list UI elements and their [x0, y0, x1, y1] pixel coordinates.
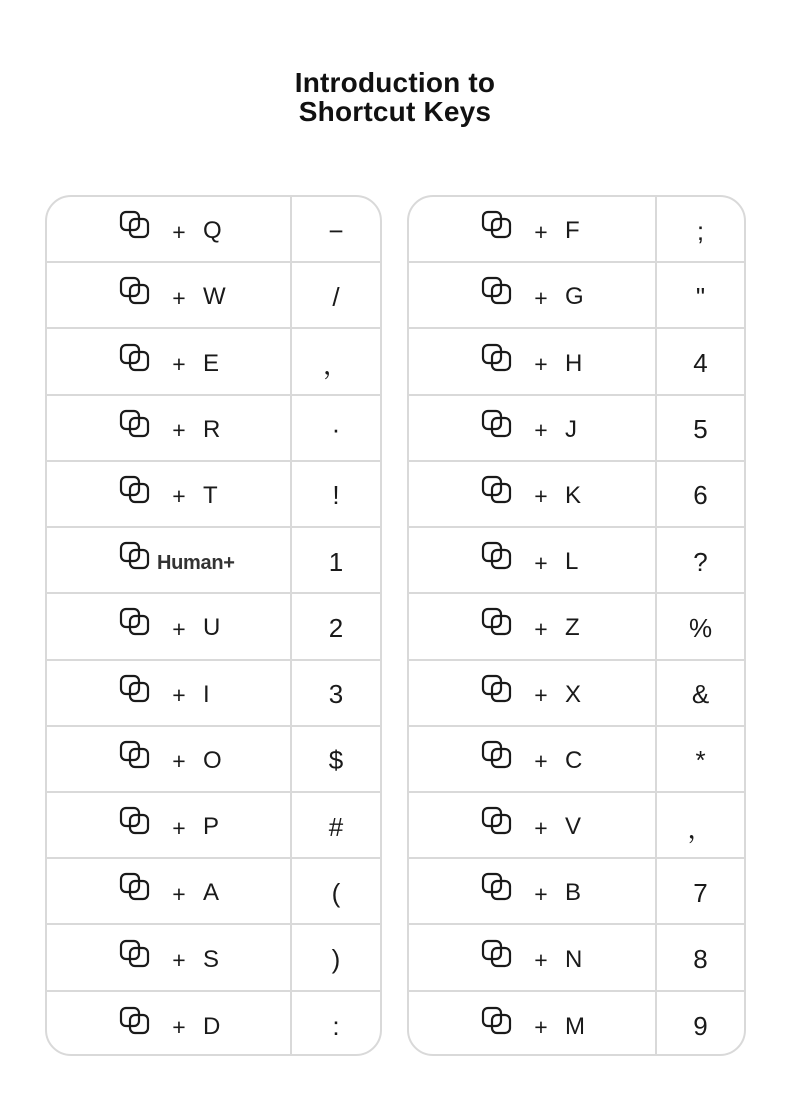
key-combination — [47, 329, 292, 393]
plus-sign: + — [172, 483, 186, 510]
shortcut-table-left — [45, 195, 382, 1056]
shortcut-row — [409, 594, 744, 660]
plus-sign: + — [172, 417, 186, 444]
shortcut-output-symbol: ! — [332, 480, 340, 511]
shortcut-output-symbol: 5 — [693, 414, 708, 445]
shortcut-output-symbol: * — [695, 745, 706, 776]
shortcut-output-symbol: : — [332, 1011, 340, 1042]
plus-sign: + — [172, 682, 186, 709]
key-combination — [47, 727, 292, 791]
key-combination — [47, 859, 292, 923]
key-combination — [409, 859, 657, 923]
key-combination — [47, 528, 292, 592]
shortcut-output-symbol: ; — [696, 215, 705, 246]
key-letter: B — [565, 879, 582, 907]
key-letter: J — [565, 415, 577, 443]
shortcut-output-symbol: 4 — [693, 348, 708, 379]
shortcut-output-symbol: 7 — [693, 877, 708, 908]
key-letter: C — [565, 746, 583, 774]
overlapping-squares-icon — [119, 210, 151, 242]
shortcut-output-symbol: ( — [331, 877, 341, 908]
overlapping-squares-icon — [481, 210, 513, 242]
special-key-label: Human+ — [157, 551, 235, 574]
key-combination — [409, 197, 657, 261]
key-letter: D — [203, 1012, 221, 1040]
overlapping-squares-icon — [119, 939, 151, 971]
key-letter: T — [203, 481, 218, 509]
overlapping-squares-icon — [119, 806, 151, 838]
overlapping-squares-icon — [481, 343, 513, 375]
shortcut-row — [47, 594, 380, 660]
shortcut-row — [47, 925, 380, 991]
plus-sign: + — [534, 218, 548, 245]
overlapping-squares-icon — [119, 541, 151, 573]
shortcut-row — [47, 992, 380, 1056]
shortcut-row — [409, 992, 744, 1056]
overlapping-squares-icon — [119, 1006, 151, 1038]
key-combination — [47, 793, 292, 857]
shortcut-output-symbol: · — [331, 414, 341, 445]
shortcut-row — [47, 197, 380, 263]
shortcut-output-symbol: 6 — [693, 480, 708, 511]
key-combination — [409, 462, 657, 526]
title-line-1: Introduction to — [294, 67, 496, 98]
plus-sign: + — [172, 947, 186, 974]
key-combination — [47, 462, 292, 526]
shortcut-output-symbol: & — [691, 679, 710, 710]
overlapping-squares-icon — [481, 541, 513, 573]
key-combination — [47, 263, 292, 327]
overlapping-squares-icon — [481, 806, 513, 838]
shortcut-output-symbol: ? — [693, 546, 708, 577]
title-line-2: Shortcut Keys — [298, 96, 492, 127]
overlapping-squares-icon — [119, 872, 151, 904]
overlapping-squares-icon — [481, 276, 513, 308]
key-letter: W — [203, 283, 226, 311]
key-letter: H — [565, 349, 583, 377]
shortcut-row — [409, 661, 744, 727]
plus-sign: + — [172, 814, 186, 841]
shortcut-table-right — [407, 195, 746, 1056]
shortcut-output-symbol: " — [695, 281, 706, 312]
shortcut-output-symbol: ， — [322, 350, 349, 381]
shortcut-row — [409, 263, 744, 329]
shortcut-row — [409, 793, 744, 859]
shortcut-row — [409, 329, 744, 395]
overlapping-squares-icon — [119, 409, 151, 441]
shortcut-row — [409, 528, 744, 594]
plus-sign: + — [534, 351, 548, 378]
shortcut-output-symbol: 8 — [693, 944, 708, 975]
key-combination — [409, 925, 657, 989]
plus-sign: + — [534, 682, 548, 709]
shortcut-output-symbol: − — [328, 215, 344, 246]
key-letter: X — [565, 680, 582, 708]
plus-sign: + — [172, 748, 186, 775]
plus-sign: + — [534, 417, 548, 444]
shortcut-row — [409, 727, 744, 793]
key-combination — [409, 528, 657, 592]
plus-sign: + — [534, 549, 548, 576]
key-letter: K — [565, 481, 582, 509]
plus-sign: + — [172, 615, 186, 642]
plus-sign: + — [172, 284, 186, 311]
plus-sign: + — [172, 1014, 186, 1041]
shortcut-row — [47, 528, 380, 594]
overlapping-squares-icon — [481, 674, 513, 706]
shortcut-output-symbol: 9 — [693, 1011, 708, 1042]
overlapping-squares-icon — [481, 1006, 513, 1038]
overlapping-squares-icon — [119, 475, 151, 507]
key-combination — [409, 396, 657, 460]
shortcut-row — [409, 859, 744, 925]
key-combination — [47, 992, 292, 1056]
overlapping-squares-icon — [481, 872, 513, 904]
key-letter: E — [203, 349, 220, 377]
plus-sign: + — [534, 284, 548, 311]
key-combination — [47, 396, 292, 460]
key-letter: P — [203, 813, 220, 841]
shortcut-row — [47, 329, 380, 395]
key-combination — [47, 661, 292, 725]
overlapping-squares-icon — [119, 607, 151, 639]
plus-sign: + — [534, 615, 548, 642]
shortcut-row — [409, 462, 744, 528]
key-letter: R — [203, 415, 221, 443]
key-letter: Z — [565, 614, 580, 642]
shortcut-row — [409, 925, 744, 991]
key-combination — [409, 727, 657, 791]
plus-sign: + — [172, 351, 186, 378]
overlapping-squares-icon — [481, 409, 513, 441]
key-combination — [409, 793, 657, 857]
key-combination — [409, 263, 657, 327]
key-combination — [47, 925, 292, 989]
plus-sign: + — [172, 880, 186, 907]
shortcut-output-symbol: 3 — [328, 679, 344, 710]
key-combination — [409, 992, 657, 1056]
shortcut-row — [47, 793, 380, 859]
shortcut-row — [47, 462, 380, 528]
shortcut-row — [409, 396, 744, 462]
overlapping-squares-icon — [481, 939, 513, 971]
overlapping-squares-icon — [119, 276, 151, 308]
overlapping-squares-icon — [481, 740, 513, 772]
key-combination — [409, 329, 657, 393]
shortcut-output-symbol: ) — [331, 944, 341, 975]
shortcut-output-symbol: % — [688, 612, 713, 643]
key-letter: Q — [203, 217, 222, 245]
overlapping-squares-icon — [119, 674, 151, 706]
plus-sign: + — [534, 814, 548, 841]
plus-sign: + — [534, 880, 548, 907]
key-combination — [409, 661, 657, 725]
key-letter: S — [203, 945, 220, 973]
key-letter: L — [565, 548, 579, 576]
shortcut-row — [47, 727, 380, 793]
key-letter: O — [203, 746, 222, 774]
key-combination — [409, 594, 657, 658]
key-letter: A — [203, 879, 220, 907]
overlapping-squares-icon — [481, 475, 513, 507]
overlapping-squares-icon — [481, 607, 513, 639]
shortcut-output-symbol: # — [328, 811, 344, 842]
key-combination — [47, 197, 292, 261]
plus-sign: + — [534, 947, 548, 974]
key-letter: G — [565, 283, 584, 311]
key-combination — [47, 594, 292, 658]
shortcut-output-symbol: 2 — [328, 612, 344, 643]
shortcut-row — [409, 197, 744, 263]
key-letter: M — [565, 1012, 585, 1040]
shortcut-row — [47, 859, 380, 925]
overlapping-squares-icon — [119, 740, 151, 772]
shortcut-row — [47, 396, 380, 462]
key-letter: V — [565, 813, 582, 841]
key-letter: N — [565, 945, 583, 973]
shortcut-output-symbol: $ — [328, 745, 344, 776]
page-title — [200, 68, 590, 126]
key-letter: F — [565, 217, 580, 245]
plus-sign: + — [534, 1014, 548, 1041]
shortcut-output-symbol: 1 — [328, 546, 344, 577]
plus-sign: + — [534, 748, 548, 775]
shortcut-row — [47, 661, 380, 727]
shortcut-row — [47, 263, 380, 329]
shortcut-output-symbol: / — [332, 281, 340, 312]
overlapping-squares-icon — [119, 343, 151, 375]
key-letter: U — [203, 614, 221, 642]
key-letter: I — [203, 680, 210, 708]
plus-sign: + — [534, 483, 548, 510]
plus-sign: + — [172, 218, 186, 245]
shortcut-output-symbol: ， — [687, 813, 714, 844]
